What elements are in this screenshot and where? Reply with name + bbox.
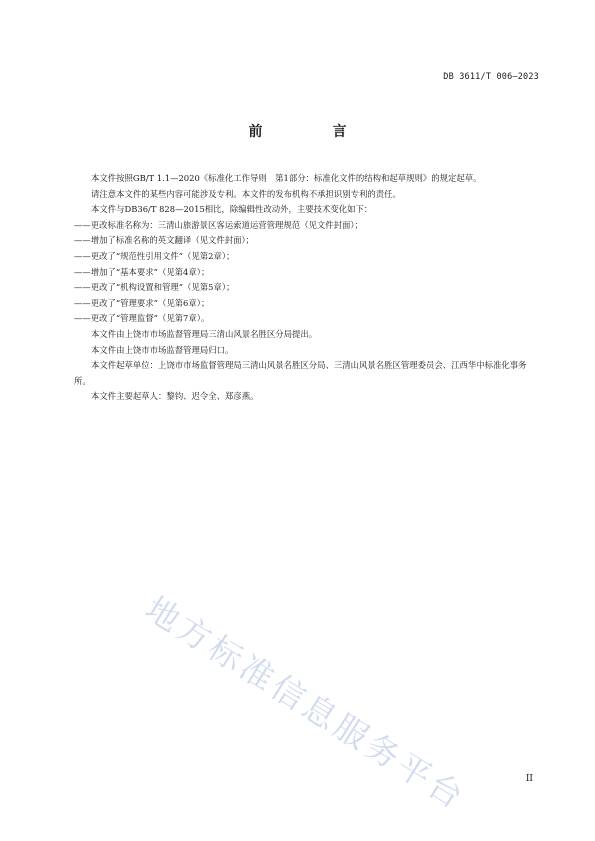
paragraph-drafting-rules: 本文件按照GB/T 1.1—2020《标准化工作导则 第1部分：标准化文件的结构和起草规则》的规定起草。 xyxy=(91,173,482,183)
change-item: ——更改标准名称为：三清山旅游景区客运索道运营管理规范（见文件封面）； xyxy=(74,219,363,230)
page-title: 前 言 xyxy=(248,124,375,140)
foreword-body xyxy=(74,171,542,405)
paragraph-changes-intro: 本文件与DB36/T 828—2015相比，除编辑性改动外，主要技术变化如下： xyxy=(91,204,373,215)
change-item: ——更改了“机构设置和管理”（见第5章）； xyxy=(74,282,235,293)
change-item: ——更改了“管理要求”（见第6章）； xyxy=(74,297,210,308)
paragraph-drafting-units: 本文件起草单位：上饶市市场监督管理局三清山风景名胜区分局、三清山风景名胜区管理委员会、江西华中标准化事务所。 xyxy=(74,360,527,386)
change-item: ——增加了“基本要求”（见第4章）； xyxy=(74,266,210,277)
change-item: ——更改了“管理监督”（见第7章）。 xyxy=(74,313,210,324)
paragraph-patent-notice: 请注意本文件的某些内容可能涉及专利。本文件的发布机构不承担识别专利的责任。 xyxy=(91,188,401,199)
change-item: ——更改了“规范性引用文件”（见第2章）； xyxy=(74,250,235,261)
paragraph-drafters: 本文件主要起草人：黎钧、迟令全、郑彦燕。 xyxy=(91,391,259,402)
page-number: II xyxy=(525,774,533,784)
paragraph-administrator: 本文件由上饶市市场监督管理局归口。 xyxy=(91,344,234,355)
document-code: DB 3611/T 006—2023 xyxy=(443,72,539,82)
change-item: ——增加了标准名称的英文翻译（见文件封面）； xyxy=(74,235,255,246)
watermark: 地方标准信息服务平台 xyxy=(138,588,474,818)
paragraph-proposer: 本文件由上饶市市场监督管理局三清山风景名胜区分局提出。 xyxy=(91,328,318,339)
